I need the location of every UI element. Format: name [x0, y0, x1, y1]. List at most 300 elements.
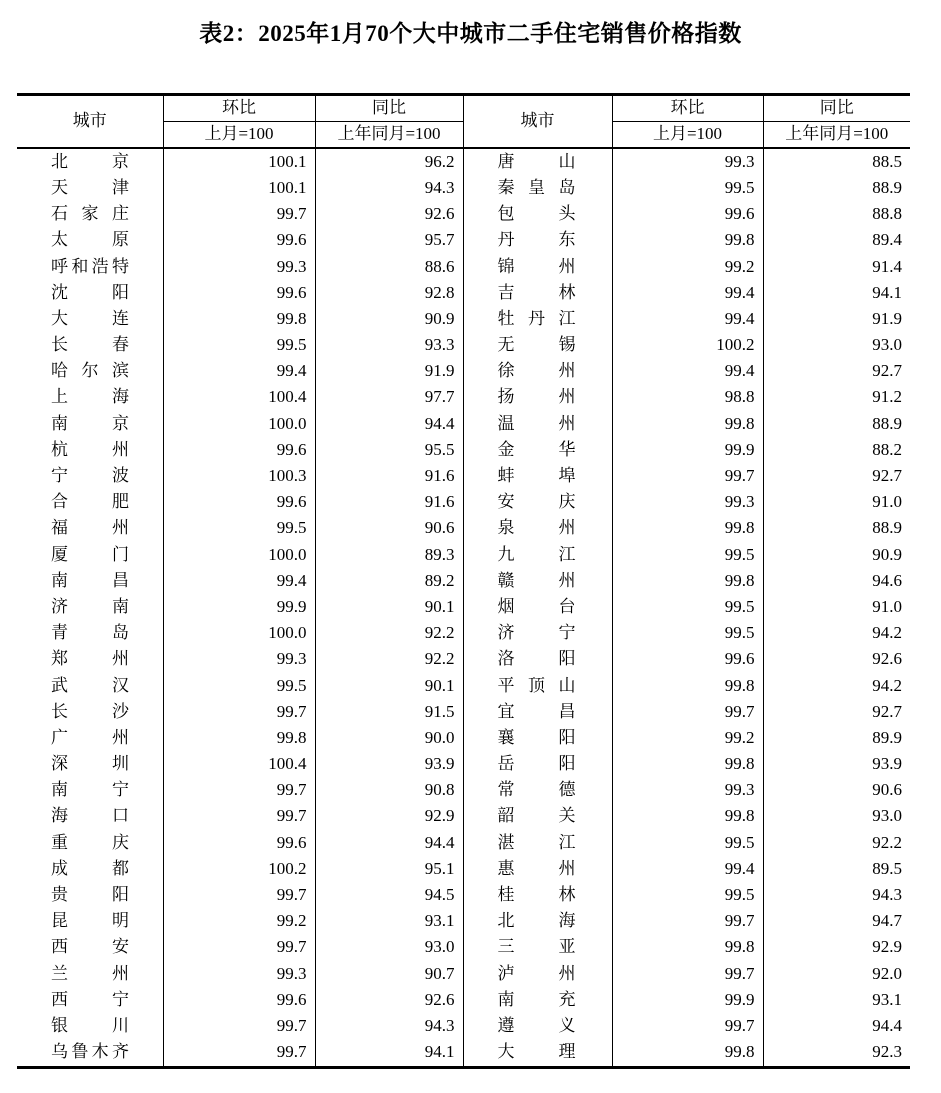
mom-cell: 100.0	[163, 620, 315, 646]
yoy-cell: 89.3	[315, 542, 463, 568]
mom-cell: 98.8	[612, 385, 763, 411]
city-name: 安庆	[497, 492, 576, 512]
mom-cell: 99.3	[612, 778, 763, 804]
yoy-cell: 91.0	[763, 594, 910, 620]
city-cell	[463, 359, 612, 385]
mom-cell: 99.3	[163, 961, 315, 987]
yoy-cell: 93.9	[315, 751, 463, 777]
table-row	[17, 332, 910, 358]
table-row	[17, 411, 910, 437]
city-name: 青岛	[51, 623, 129, 643]
city-name: 天津	[51, 177, 129, 197]
mom-cell: 99.4	[612, 359, 763, 385]
yoy-cell: 96.2	[315, 148, 463, 175]
city-cell	[463, 961, 612, 987]
city-name: 长春	[51, 335, 129, 355]
city-cell	[17, 699, 163, 725]
city-cell	[463, 385, 612, 411]
city-cell	[17, 778, 163, 804]
city-name: 宁波	[51, 466, 129, 485]
city-name: 常德	[497, 780, 576, 800]
city-name: 西宁	[51, 989, 129, 1009]
yoy-cell: 91.2	[763, 385, 910, 411]
city-cell	[17, 987, 163, 1013]
yoy-cell: 94.1	[763, 280, 910, 306]
city-cell	[463, 751, 612, 777]
city-name: 长沙	[51, 701, 129, 721]
mom-cell: 99.3	[163, 647, 315, 673]
city-cell	[463, 568, 612, 594]
mom-cell: 99.6	[163, 228, 315, 254]
city-cell	[17, 437, 163, 463]
city-cell	[463, 332, 612, 358]
city-name: 扬州	[497, 387, 576, 407]
mom-cell: 99.7	[612, 908, 763, 934]
city-cell	[463, 463, 612, 489]
yoy-cell: 91.9	[763, 306, 910, 332]
yoy-cell: 90.6	[315, 516, 463, 542]
yoy-cell: 89.5	[763, 856, 910, 882]
city-name: 上海	[51, 387, 129, 407]
mom-cell: 99.7	[612, 699, 763, 725]
yoy-cell: 94.5	[315, 882, 463, 908]
city-name: 哈尔滨	[51, 361, 129, 381]
yoy-cell: 93.0	[763, 332, 910, 358]
yoy-cell: 94.7	[763, 908, 910, 934]
mom-cell: 99.9	[612, 987, 763, 1013]
city-name: 遵义	[497, 1015, 576, 1035]
yoy-cell: 89.4	[763, 228, 910, 254]
city-name: 广州	[51, 727, 129, 747]
yoy-cell: 90.0	[315, 725, 463, 751]
header-row-1	[17, 95, 910, 122]
yoy-cell: 88.9	[763, 411, 910, 437]
city-cell	[17, 489, 163, 515]
city-cell	[463, 594, 612, 620]
city-name: 呼和浩特	[51, 256, 129, 276]
city-name: 岳阳	[497, 754, 576, 774]
mom-cell: 99.8	[612, 1039, 763, 1067]
yoy-cell: 91.0	[763, 489, 910, 515]
city-name: 金华	[497, 439, 576, 459]
city-name: 济南	[51, 596, 129, 616]
city-cell	[463, 620, 612, 646]
city-name: 九江	[497, 544, 576, 564]
city-cell	[17, 516, 163, 542]
header-city-left: 城市	[17, 95, 163, 149]
mom-cell: 99.7	[163, 804, 315, 830]
mom-cell: 99.8	[612, 411, 763, 437]
city-name: 锦州	[497, 256, 576, 276]
yoy-cell: 95.1	[315, 856, 463, 882]
city-cell	[17, 542, 163, 568]
city-name: 济宁	[497, 623, 576, 643]
city-cell	[463, 175, 612, 201]
mom-cell: 99.8	[612, 568, 763, 594]
city-cell	[463, 804, 612, 830]
city-cell	[17, 1013, 163, 1039]
yoy-cell: 90.1	[315, 594, 463, 620]
city-name: 无锡	[497, 335, 576, 355]
yoy-cell: 94.4	[315, 830, 463, 856]
city-cell	[463, 201, 612, 227]
city-cell	[17, 385, 163, 411]
city-cell	[17, 332, 163, 358]
mom-cell: 99.4	[163, 568, 315, 594]
mom-cell: 99.5	[612, 882, 763, 908]
yoy-cell: 88.2	[763, 437, 910, 463]
table-row	[17, 804, 910, 830]
mom-cell: 100.2	[163, 856, 315, 882]
mom-cell: 99.5	[612, 175, 763, 201]
city-name: 北京	[51, 151, 129, 171]
city-name: 南充	[497, 989, 576, 1009]
mom-cell: 99.6	[163, 830, 315, 856]
yoy-cell: 88.5	[763, 148, 910, 175]
mom-cell: 99.8	[163, 725, 315, 751]
city-name: 北海	[497, 911, 576, 931]
yoy-cell: 88.6	[315, 254, 463, 280]
yoy-cell: 92.7	[763, 699, 910, 725]
mom-cell: 99.7	[163, 778, 315, 804]
mom-cell: 99.6	[163, 437, 315, 463]
city-cell	[17, 411, 163, 437]
yoy-cell: 94.6	[763, 568, 910, 594]
city-name: 泸州	[497, 963, 576, 983]
table-row	[17, 254, 910, 280]
mom-cell: 99.9	[163, 594, 315, 620]
city-cell	[17, 306, 163, 332]
city-name: 重庆	[51, 832, 129, 852]
city-cell	[17, 751, 163, 777]
city-cell	[463, 908, 612, 934]
table-row	[17, 1039, 910, 1067]
city-cell	[17, 175, 163, 201]
city-cell	[463, 411, 612, 437]
city-cell	[463, 437, 612, 463]
city-name: 银川	[51, 1015, 129, 1035]
mom-cell: 99.5	[163, 332, 315, 358]
yoy-cell: 88.8	[763, 201, 910, 227]
mom-cell: 99.9	[612, 437, 763, 463]
mom-cell: 99.6	[163, 489, 315, 515]
city-name: 吉林	[497, 282, 576, 302]
table-row	[17, 228, 910, 254]
yoy-cell: 89.9	[763, 725, 910, 751]
header-city-right: 城市	[463, 95, 612, 149]
mom-cell: 99.5	[612, 620, 763, 646]
city-cell	[17, 463, 163, 489]
yoy-cell: 92.9	[763, 935, 910, 961]
city-cell	[463, 306, 612, 332]
mom-cell: 99.7	[163, 201, 315, 227]
yoy-cell: 90.9	[315, 306, 463, 332]
mom-cell: 99.8	[612, 673, 763, 699]
city-cell	[17, 935, 163, 961]
city-name: 徐州	[497, 361, 576, 381]
city-cell	[17, 908, 163, 934]
mom-cell: 99.5	[163, 516, 315, 542]
yoy-cell: 94.3	[315, 175, 463, 201]
city-name: 贵阳	[51, 885, 129, 904]
city-cell	[463, 647, 612, 673]
city-name: 烟台	[497, 596, 576, 616]
mom-cell: 99.3	[612, 489, 763, 515]
city-name: 泉州	[497, 518, 576, 538]
yoy-cell: 92.2	[315, 647, 463, 673]
city-cell	[17, 725, 163, 751]
yoy-cell: 92.6	[763, 647, 910, 673]
city-name: 大理	[497, 1042, 576, 1062]
yoy-cell: 95.7	[315, 228, 463, 254]
table-row	[17, 280, 910, 306]
city-cell	[17, 673, 163, 699]
yoy-cell: 94.4	[315, 411, 463, 437]
city-cell	[17, 201, 163, 227]
mom-cell: 99.7	[163, 882, 315, 908]
yoy-cell: 91.9	[315, 359, 463, 385]
yoy-cell: 94.2	[763, 673, 910, 699]
page-title: 表2：2025年1月70个大中城市二手住宅销售价格指数	[199, 21, 742, 46]
mom-cell: 100.1	[163, 148, 315, 175]
table-row	[17, 961, 910, 987]
table-row	[17, 594, 910, 620]
mom-cell: 99.4	[612, 306, 763, 332]
city-name: 成都	[51, 858, 129, 878]
table-body	[17, 148, 910, 1067]
yoy-cell: 90.1	[315, 673, 463, 699]
city-name: 襄阳	[497, 727, 576, 747]
yoy-cell: 93.1	[763, 987, 910, 1013]
mom-cell: 100.2	[612, 332, 763, 358]
yoy-cell: 92.3	[763, 1039, 910, 1067]
mom-cell: 100.0	[163, 411, 315, 437]
city-name: 三亚	[497, 937, 576, 957]
header-mom-right: 环比	[612, 95, 763, 122]
price-index-table	[17, 93, 910, 1069]
yoy-cell: 95.5	[315, 437, 463, 463]
table-row	[17, 882, 910, 908]
yoy-cell: 91.6	[315, 463, 463, 489]
mom-cell: 99.7	[163, 699, 315, 725]
yoy-cell: 91.4	[763, 254, 910, 280]
table-row	[17, 830, 910, 856]
city-cell	[463, 935, 612, 961]
city-name: 南昌	[51, 570, 129, 590]
yoy-cell: 92.6	[315, 201, 463, 227]
mom-cell: 99.4	[612, 856, 763, 882]
city-cell	[463, 542, 612, 568]
city-cell	[463, 778, 612, 804]
city-cell	[463, 673, 612, 699]
table-row	[17, 647, 910, 673]
city-cell	[17, 647, 163, 673]
city-name: 武汉	[51, 675, 129, 695]
city-name: 惠州	[497, 858, 576, 878]
city-cell	[463, 856, 612, 882]
city-name: 深圳	[51, 754, 129, 774]
yoy-cell: 94.3	[315, 1013, 463, 1039]
city-cell	[17, 620, 163, 646]
yoy-cell: 92.7	[763, 463, 910, 489]
table-row	[17, 306, 910, 332]
city-name: 郑州	[51, 649, 129, 669]
yoy-cell: 93.1	[315, 908, 463, 934]
mom-cell: 99.2	[612, 254, 763, 280]
yoy-cell: 92.2	[315, 620, 463, 646]
city-name: 温州	[497, 413, 576, 433]
yoy-cell: 93.9	[763, 751, 910, 777]
yoy-cell: 94.4	[763, 1013, 910, 1039]
city-cell	[463, 280, 612, 306]
city-name: 海口	[51, 806, 129, 826]
city-name: 蚌埠	[497, 466, 576, 485]
table-row	[17, 385, 910, 411]
city-name: 兰州	[51, 963, 129, 983]
table-row	[17, 359, 910, 385]
city-cell	[463, 254, 612, 280]
yoy-cell: 94.2	[763, 620, 910, 646]
header-yoy-left: 同比	[315, 95, 463, 122]
city-name: 宜昌	[497, 701, 576, 721]
yoy-cell: 88.9	[763, 516, 910, 542]
city-name: 韶关	[497, 806, 576, 826]
table-row	[17, 673, 910, 699]
yoy-cell: 92.6	[315, 987, 463, 1013]
city-name: 沈阳	[51, 282, 129, 302]
mom-cell: 99.5	[612, 830, 763, 856]
mom-cell: 100.0	[163, 542, 315, 568]
city-name: 合肥	[51, 492, 129, 512]
mom-cell: 99.5	[612, 542, 763, 568]
table-row	[17, 620, 910, 646]
mom-cell: 99.5	[612, 594, 763, 620]
yoy-cell: 90.6	[763, 778, 910, 804]
yoy-cell: 93.0	[763, 804, 910, 830]
yoy-cell: 92.7	[763, 359, 910, 385]
city-name: 桂林	[497, 885, 576, 904]
header-mom-left: 环比	[163, 95, 315, 122]
city-cell	[463, 516, 612, 542]
city-name: 太原	[51, 230, 129, 250]
yoy-cell: 93.3	[315, 332, 463, 358]
mom-cell: 99.7	[163, 935, 315, 961]
city-cell	[17, 1039, 163, 1067]
city-name: 厦门	[51, 544, 129, 564]
city-name: 大连	[51, 308, 129, 328]
yoy-cell: 93.0	[315, 935, 463, 961]
city-name: 石家庄	[51, 204, 129, 224]
mom-cell: 99.8	[612, 751, 763, 777]
table-row	[17, 751, 910, 777]
city-cell	[17, 961, 163, 987]
city-name: 赣州	[497, 570, 576, 590]
yoy-cell: 90.8	[315, 778, 463, 804]
table-row	[17, 175, 910, 201]
city-cell	[17, 882, 163, 908]
city-name: 福州	[51, 518, 129, 538]
city-cell	[463, 987, 612, 1013]
city-cell	[463, 1013, 612, 1039]
table-row	[17, 516, 910, 542]
mom-cell: 99.3	[163, 254, 315, 280]
mom-cell: 99.2	[163, 908, 315, 934]
header-yoy-base-right: 上年同月=100	[763, 122, 910, 149]
city-cell	[463, 830, 612, 856]
yoy-cell: 92.0	[763, 961, 910, 987]
city-name: 牡丹江	[497, 308, 576, 328]
mom-cell: 99.5	[163, 673, 315, 699]
table-row	[17, 856, 910, 882]
city-cell	[17, 228, 163, 254]
mom-cell: 99.6	[163, 280, 315, 306]
yoy-cell: 90.7	[315, 961, 463, 987]
table-row	[17, 463, 910, 489]
yoy-cell: 91.6	[315, 489, 463, 515]
city-name: 洛阳	[497, 649, 576, 669]
mom-cell: 99.3	[612, 148, 763, 175]
mom-cell: 99.6	[612, 201, 763, 227]
city-name: 唐山	[497, 151, 576, 171]
yoy-cell: 94.3	[763, 882, 910, 908]
city-name: 昆明	[51, 911, 129, 931]
city-name: 包头	[497, 204, 576, 224]
city-name: 丹东	[497, 230, 576, 250]
mom-cell: 99.8	[612, 804, 763, 830]
table-row	[17, 489, 910, 515]
city-cell	[463, 148, 612, 175]
table-row	[17, 725, 910, 751]
city-cell	[17, 568, 163, 594]
city-cell	[463, 489, 612, 515]
city-cell	[463, 725, 612, 751]
yoy-cell: 90.9	[763, 542, 910, 568]
mom-cell: 99.7	[612, 961, 763, 987]
yoy-cell: 92.8	[315, 280, 463, 306]
city-cell	[17, 804, 163, 830]
table-row	[17, 778, 910, 804]
header-mom-base-right: 上月=100	[612, 122, 763, 149]
header-yoy-right: 同比	[763, 95, 910, 122]
mom-cell: 99.8	[612, 228, 763, 254]
mom-cell: 100.1	[163, 175, 315, 201]
table-row	[17, 987, 910, 1013]
table-row	[17, 542, 910, 568]
yoy-cell: 92.9	[315, 804, 463, 830]
city-name: 平顶山	[497, 675, 576, 695]
city-cell	[17, 359, 163, 385]
city-cell	[17, 254, 163, 280]
yoy-cell: 92.2	[763, 830, 910, 856]
city-name: 西安	[51, 937, 129, 957]
city-cell	[463, 882, 612, 908]
city-cell	[17, 148, 163, 175]
mom-cell: 100.4	[163, 751, 315, 777]
mom-cell: 100.3	[163, 463, 315, 489]
mom-cell: 99.8	[612, 935, 763, 961]
table-row	[17, 437, 910, 463]
mom-cell: 99.4	[163, 359, 315, 385]
table-row	[17, 935, 910, 961]
city-name: 湛江	[497, 832, 576, 852]
city-cell	[17, 830, 163, 856]
city-name: 乌鲁木齐	[51, 1042, 129, 1062]
mom-cell: 99.7	[612, 1013, 763, 1039]
city-name: 杭州	[51, 439, 129, 459]
header-yoy-base-left: 上年同月=100	[315, 122, 463, 149]
mom-cell: 99.4	[612, 280, 763, 306]
table-row	[17, 201, 910, 227]
